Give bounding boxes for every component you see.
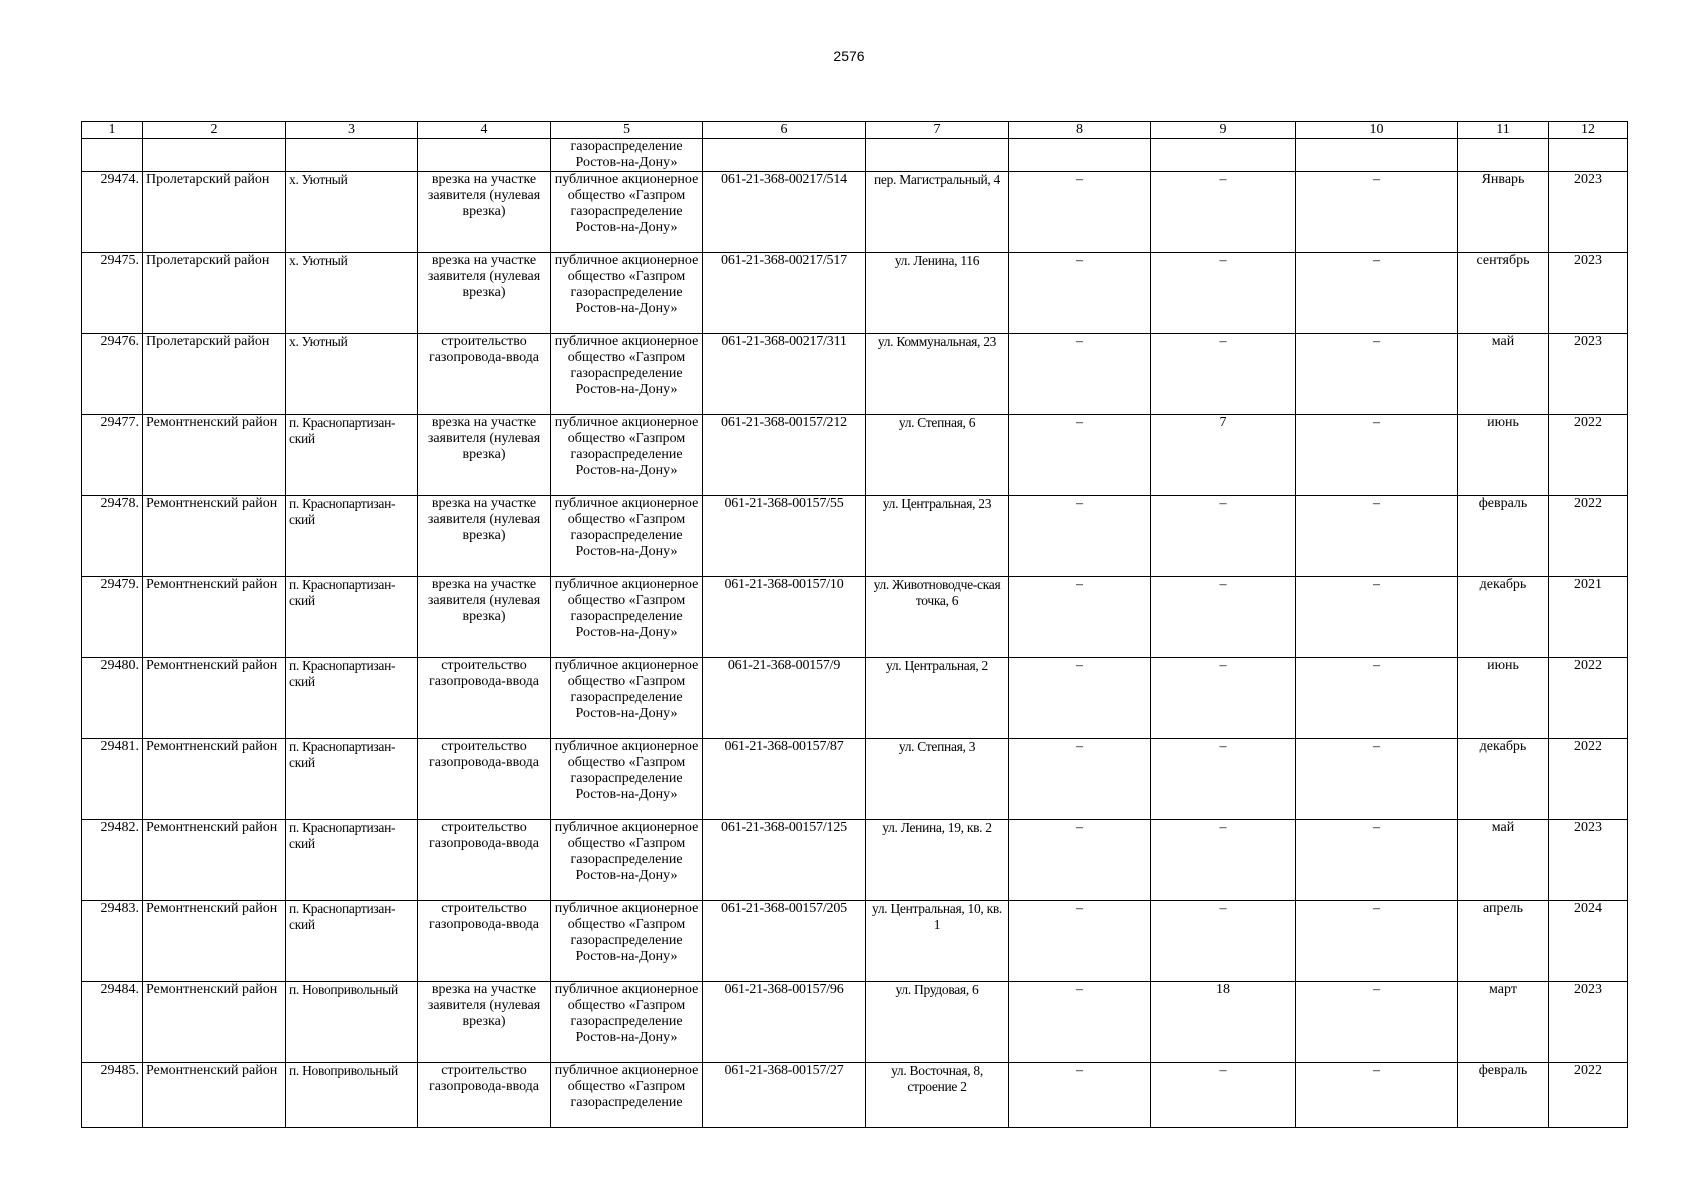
cell-row-number: 29475.: [82, 253, 143, 334]
cell-address: ул. Степная, 3: [866, 739, 1009, 820]
cell-row-number: 29478.: [82, 496, 143, 577]
cell-address: ул. Центральная, 2: [866, 658, 1009, 739]
cell-month: Январь: [1458, 172, 1549, 253]
cell-code: 061-21-368-00217/514: [703, 172, 866, 253]
cell-work-type: врезка на участке заявителя (нулевая врезка): [418, 172, 551, 253]
table-row: [82, 658, 1628, 739]
column-header: 11: [1458, 122, 1549, 139]
cell-district: Ремонтненский район: [143, 415, 286, 496]
cell-address: ул. Ленина, 116: [866, 253, 1009, 334]
cell-organization: публичное акционерное общество «Газпром газораспределение Ростов-на-Дону»: [551, 172, 703, 253]
cell-organization: публичное акционерное общество «Газпром газораспределение Ростов-на-Дону»: [551, 982, 703, 1063]
cell-address: ул. Коммунальная, 23: [866, 334, 1009, 415]
cell-col-8: –: [1009, 820, 1151, 901]
cell-locality: п. Новопривольный: [286, 982, 418, 1063]
column-header: 7: [866, 122, 1009, 139]
cell-code: 061-21-368-00157/10: [703, 577, 866, 658]
cell-month: май: [1458, 820, 1549, 901]
cell-col-9: –: [1151, 820, 1296, 901]
cell-row-number: 29482.: [82, 820, 143, 901]
cell-col-10: –: [1296, 982, 1458, 1063]
cell-address: ул. Центральная, 23: [866, 496, 1009, 577]
cell-col-10: –: [1296, 334, 1458, 415]
cell-locality: п. Краснопартизан-ский: [286, 739, 418, 820]
cell-address: ул. Степная, 6: [866, 415, 1009, 496]
cell-district: Ремонтненский район: [143, 577, 286, 658]
column-header: 1: [82, 122, 143, 139]
column-header: 3: [286, 122, 418, 139]
cell-code: 061-21-368-00157/27: [703, 1063, 866, 1128]
cell-address: ул. Прудовая, 6: [866, 982, 1009, 1063]
cell-work-type: строительство газопровода-ввода: [418, 1063, 551, 1128]
cell-year: 2023: [1549, 982, 1628, 1063]
table-row: [82, 415, 1628, 496]
cell-col-10: –: [1296, 820, 1458, 901]
cell-col-9: 7: [1151, 415, 1296, 496]
cell-organization: публичное акционерное общество «Газпром газораспределение Ростов-на-Дону»: [551, 658, 703, 739]
cell-work-type: строительство газопровода-ввода: [418, 739, 551, 820]
cell-empty: [1151, 139, 1296, 172]
cell-col-10: –: [1296, 172, 1458, 253]
cell-address: ул. Центральная, 10, кв. 1: [866, 901, 1009, 982]
table-row: [82, 172, 1628, 253]
cell-month: июнь: [1458, 658, 1549, 739]
cell-year: 2022: [1549, 496, 1628, 577]
cell-col-9: –: [1151, 739, 1296, 820]
cell-locality: п. Краснопартизан-ский: [286, 496, 418, 577]
cell-organization: публичное акционерное общество «Газпром газораспределение Ростов-на-Дону»: [551, 901, 703, 982]
cell-col-10: –: [1296, 415, 1458, 496]
cell-address: ул. Ленина, 19, кв. 2: [866, 820, 1009, 901]
cell-empty: [1296, 139, 1458, 172]
cell-month: март: [1458, 982, 1549, 1063]
cell-year: 2024: [1549, 901, 1628, 982]
cell-work-type: врезка на участке заявителя (нулевая врезка): [418, 415, 551, 496]
cell-col-9: –: [1151, 901, 1296, 982]
cell-row-number: 29474.: [82, 172, 143, 253]
cell-month: июнь: [1458, 415, 1549, 496]
cell-locality: х. Уютный: [286, 334, 418, 415]
continuation-row: [82, 139, 1628, 172]
column-header: 12: [1549, 122, 1628, 139]
cell-district: Ремонтненский район: [143, 496, 286, 577]
cell-col-10: –: [1296, 577, 1458, 658]
cell-district: Пролетарский район: [143, 334, 286, 415]
cell-organization: публичное акционерное общество «Газпром газораспределение Ростов-на-Дону»: [551, 820, 703, 901]
cell-empty: [1009, 139, 1151, 172]
cell-address: ул. Животноводче-ская точка, 6: [866, 577, 1009, 658]
cell-month: сентябрь: [1458, 253, 1549, 334]
cell-organization: публичное акционерное общество «Газпром газораспределение Ростов-на-Дону»: [551, 577, 703, 658]
cell-locality: п. Краснопартизан-ский: [286, 577, 418, 658]
cell-month: май: [1458, 334, 1549, 415]
cell-locality: х. Уютный: [286, 253, 418, 334]
cell-empty: [1549, 139, 1628, 172]
cell-row-number: 29479.: [82, 577, 143, 658]
cell-code: 061-21-368-00157/205: [703, 901, 866, 982]
cell-work-type: врезка на участке заявителя (нулевая врезка): [418, 253, 551, 334]
cell-work-type: врезка на участке заявителя (нулевая врезка): [418, 982, 551, 1063]
cell-district: Ремонтненский район: [143, 820, 286, 901]
cell-col-9: 18: [1151, 982, 1296, 1063]
cell-year: 2022: [1549, 658, 1628, 739]
cell-work-type: строительство газопровода-ввода: [418, 820, 551, 901]
cell-district: Ремонтненский район: [143, 739, 286, 820]
column-header: 9: [1151, 122, 1296, 139]
table-row: [82, 577, 1628, 658]
cell-organization: публичное акционерное общество «Газпром газораспределение Ростов-на-Дону»: [551, 739, 703, 820]
cell-work-type: строительство газопровода-ввода: [418, 658, 551, 739]
cell-col-8: –: [1009, 1063, 1151, 1128]
cell-district: Ремонтненский район: [143, 982, 286, 1063]
cell-district: Ремонтненский район: [143, 658, 286, 739]
cell-row-number: 29484.: [82, 982, 143, 1063]
table-row: [82, 496, 1628, 577]
cell-year: 2023: [1549, 334, 1628, 415]
cell-organization: газораспределение Ростов-на-Дону»: [551, 139, 703, 172]
cell-col-8: –: [1009, 982, 1151, 1063]
table-body: [82, 139, 1628, 1128]
cell-organization: публичное акционерное общество «Газпром газораспределение Ростов-на-Дону»: [551, 496, 703, 577]
cell-year: 2022: [1549, 739, 1628, 820]
cell-locality: п. Краснопартизан-ский: [286, 820, 418, 901]
table-row: [82, 901, 1628, 982]
cell-organization: публичное акционерное общество «Газпром газораспределение Ростов-на-Дону»: [551, 334, 703, 415]
cell-organization: публичное акционерное общество «Газпром газораспределение: [551, 1063, 703, 1128]
cell-work-type: врезка на участке заявителя (нулевая врезка): [418, 496, 551, 577]
header-row: [82, 122, 1628, 139]
cell-month: декабрь: [1458, 739, 1549, 820]
cell-code: 061-21-368-00157/87: [703, 739, 866, 820]
cell-district: Ремонтненский район: [143, 1063, 286, 1128]
cell-work-type: строительство газопровода-ввода: [418, 901, 551, 982]
cell-col-9: –: [1151, 658, 1296, 739]
cell-year: 2023: [1549, 172, 1628, 253]
cell-month: февраль: [1458, 496, 1549, 577]
cell-year: 2022: [1549, 1063, 1628, 1128]
column-header: 6: [703, 122, 866, 139]
table-row: [82, 253, 1628, 334]
cell-organization: публичное акционерное общество «Газпром газораспределение Ростов-на-Дону»: [551, 415, 703, 496]
cell-col-8: –: [1009, 658, 1151, 739]
cell-code: 061-21-368-00157/125: [703, 820, 866, 901]
cell-row-number: 29477.: [82, 415, 143, 496]
cell-locality: х. Уютный: [286, 172, 418, 253]
cell-col-8: –: [1009, 253, 1151, 334]
cell-code: 061-21-368-00217/311: [703, 334, 866, 415]
table-row: [82, 820, 1628, 901]
cell-code: 061-21-368-00157/212: [703, 415, 866, 496]
cell-col-10: –: [1296, 496, 1458, 577]
column-header: 8: [1009, 122, 1151, 139]
cell-col-9: –: [1151, 253, 1296, 334]
cell-col-9: –: [1151, 577, 1296, 658]
cell-empty: [1458, 139, 1549, 172]
cell-address: ул. Восточная, 8, строение 2: [866, 1063, 1009, 1128]
cell-col-9: –: [1151, 496, 1296, 577]
cell-empty: [82, 139, 143, 172]
cell-code: 061-21-368-00157/9: [703, 658, 866, 739]
cell-col-8: –: [1009, 901, 1151, 982]
table-header: [82, 122, 1628, 139]
cell-col-9: –: [1151, 1063, 1296, 1128]
cell-year: 2022: [1549, 415, 1628, 496]
cell-empty: [286, 139, 418, 172]
cell-empty: [703, 139, 866, 172]
cell-year: 2023: [1549, 820, 1628, 901]
cell-col-10: –: [1296, 253, 1458, 334]
cell-work-type: строительство газопровода-ввода: [418, 334, 551, 415]
cell-locality: п. Краснопартизан-ский: [286, 901, 418, 982]
cell-locality: п. Новопривольный: [286, 1063, 418, 1128]
cell-locality: п. Краснопартизан-ский: [286, 658, 418, 739]
table-row: [82, 334, 1628, 415]
cell-code: 061-21-368-00157/96: [703, 982, 866, 1063]
table-row: [82, 982, 1628, 1063]
table-row: [82, 1063, 1628, 1128]
cell-col-10: –: [1296, 1063, 1458, 1128]
cell-organization: публичное акционерное общество «Газпром газораспределение Ростов-на-Дону»: [551, 253, 703, 334]
cell-col-9: –: [1151, 172, 1296, 253]
cell-empty: [866, 139, 1009, 172]
cell-month: декабрь: [1458, 577, 1549, 658]
cell-district: Ремонтненский район: [143, 901, 286, 982]
column-header: 2: [143, 122, 286, 139]
cell-row-number: 29476.: [82, 334, 143, 415]
cell-year: 2023: [1549, 253, 1628, 334]
cell-col-8: –: [1009, 577, 1151, 658]
cell-col-8: –: [1009, 334, 1151, 415]
cell-row-number: 29481.: [82, 739, 143, 820]
cell-col-10: –: [1296, 739, 1458, 820]
cell-col-8: –: [1009, 172, 1151, 253]
cell-row-number: 29483.: [82, 901, 143, 982]
table-row: [82, 739, 1628, 820]
cell-col-8: –: [1009, 739, 1151, 820]
cell-empty: [418, 139, 551, 172]
cell-work-type: врезка на участке заявителя (нулевая врезка): [418, 577, 551, 658]
cell-col-9: –: [1151, 334, 1296, 415]
cell-address: пер. Магистральный, 4: [866, 172, 1009, 253]
cell-col-8: –: [1009, 496, 1151, 577]
cell-col-8: –: [1009, 415, 1151, 496]
cell-district: Пролетарский район: [143, 253, 286, 334]
column-header: 4: [418, 122, 551, 139]
cell-month: февраль: [1458, 1063, 1549, 1128]
cell-row-number: 29485.: [82, 1063, 143, 1128]
register-table: [81, 121, 1628, 1128]
cell-month: апрель: [1458, 901, 1549, 982]
cell-col-10: –: [1296, 658, 1458, 739]
cell-district: Пролетарский район: [143, 172, 286, 253]
column-header: 5: [551, 122, 703, 139]
page-number: 2576: [833, 48, 865, 64]
cell-row-number: 29480.: [82, 658, 143, 739]
cell-code: 061-21-368-00217/517: [703, 253, 866, 334]
cell-col-10: –: [1296, 901, 1458, 982]
cell-locality: п. Краснопартизан-ский: [286, 415, 418, 496]
cell-code: 061-21-368-00157/55: [703, 496, 866, 577]
column-header: 10: [1296, 122, 1458, 139]
cell-empty: [143, 139, 286, 172]
cell-year: 2021: [1549, 577, 1628, 658]
